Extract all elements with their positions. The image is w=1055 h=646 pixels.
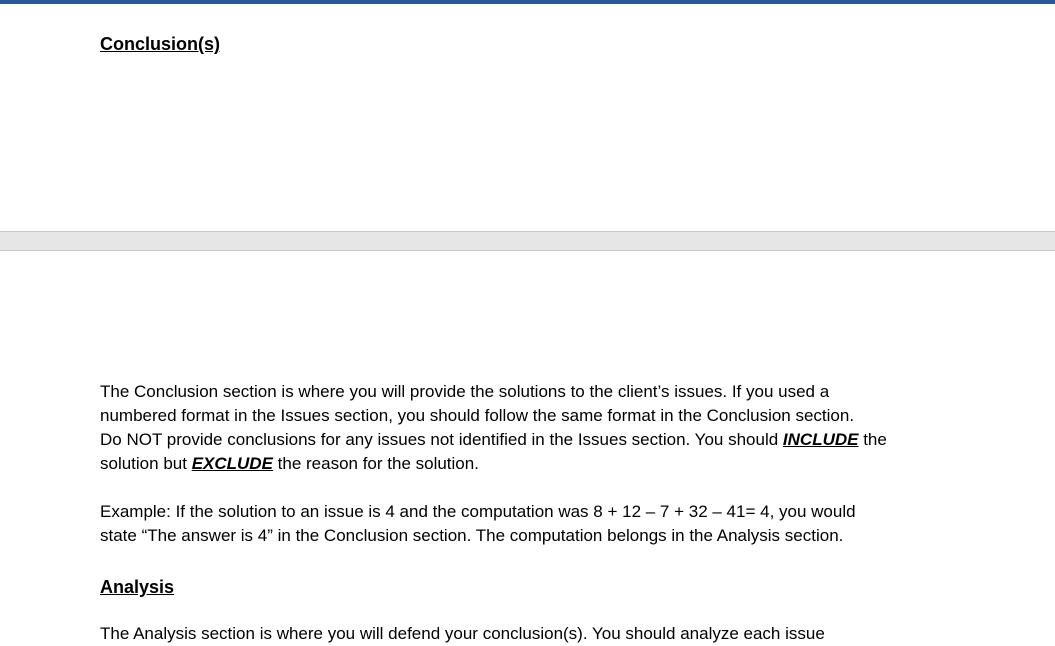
conclusion-instructions-paragraph [100,380,940,476]
example-paragraph [100,500,940,548]
page-separator [0,231,1055,251]
paragraph-line: Example: If the solution to an issue is 4 and the computation was 8 + 12 – 7 + 32 – 41= 4, you would [100,502,856,521]
document-page-1[interactable] [0,4,1055,231]
document-page-2[interactable] [0,251,1055,643]
conclusions-heading: Conclusion(s) [100,34,220,54]
line-text: the reason for the solution. [272,454,479,473]
paragraph-line: state “The answer is 4” in the Conclusion section. The computation belongs in the Analysis section. [100,526,844,545]
exclude-emphasis: EXCLUDE [191,454,273,473]
paragraph-line: The Analysis section is where you will defend your conclusion(s). You should analyze each issue [100,624,825,643]
line-text: solution but [100,454,192,473]
paragraph-line: numbered format in the Issues section, you should follow the same format in the Conclusion section. [100,406,855,425]
paragraph-line [100,452,940,476]
include-emphasis: INCLUDE [782,430,859,449]
analysis-paragraph [100,622,940,646]
line-text: Do NOT provide conclusions for any issues not identified in the Issues section. You should [100,430,783,449]
line-text: the [858,430,887,449]
paragraph-line: The Conclusion section is where you will provide the solutions to the client’s issues. If you used a [100,382,830,401]
paragraph-line [100,428,940,452]
analysis-heading: Analysis [100,577,175,597]
